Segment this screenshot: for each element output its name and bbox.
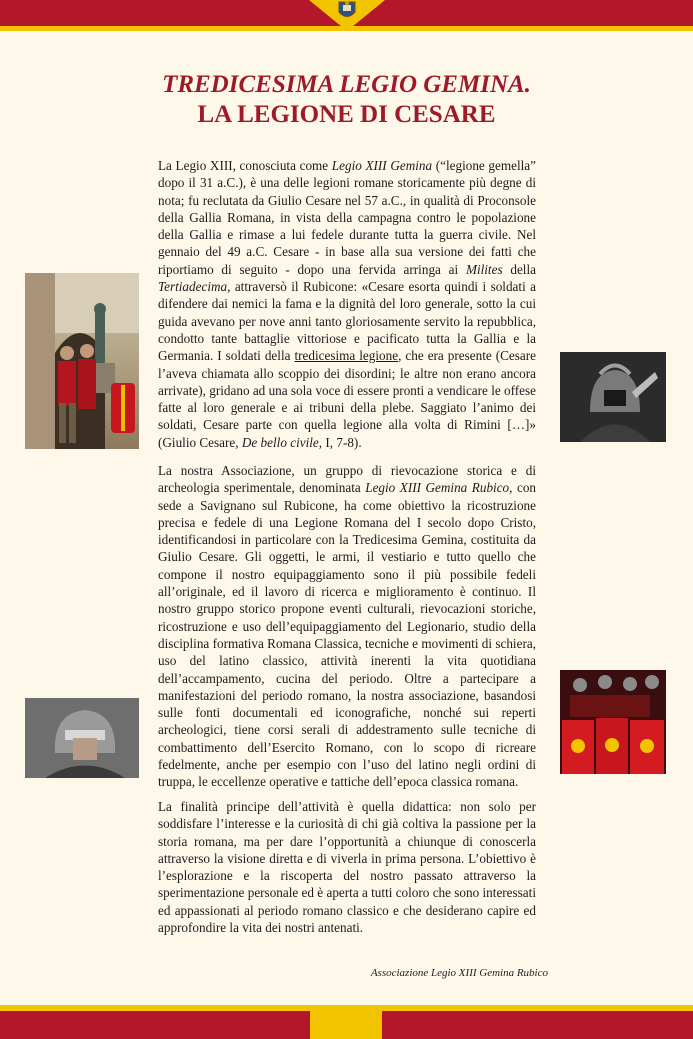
footer-band-gold bbox=[310, 1011, 382, 1039]
text-span: , che era presente (Cesare l’aveva chiamata allo scoppio dei disordini; le altre non erano ancora arrivate), gridano ad una sola voce di essere pronti a vendicare le offese fatte al loro generale e ai tribuni della plebe. Saggiato l’animo dei soldati, Cesare parte con quella legione alla volta di Rimini […]» (Giulio Cesare, bbox=[158, 348, 536, 450]
text-span: La Legio XIII, conosciuta come bbox=[158, 158, 332, 173]
italic-span: Legio XIII Gemina bbox=[331, 158, 433, 173]
footer-band-red-right bbox=[382, 1011, 693, 1039]
text-span: La finalità principe dell’attività è quella didattica: non solo per soddisfare l’interesse e la curiosità di chi già coltiva la passione per la storia romana, ma per dare l’opportunità a chiunque di conoscerla attraverso la visione diretta e di viverla in prima persona. L’obiettivo è l’esplorazione e la riscoperta del nostro passato attraverso la sperimentazione personale ed è aperta a tutti coloro che sono interessati ed appassionati al periodo romano classico e che desiderano capire ed approfondire la vita dei nostri antenati. bbox=[158, 799, 536, 936]
text-span: , con sede a Savignano sul Rubicone, ha come obiettivo la ricostruzione precisa e fedele di una Legione Romana del I secolo dopo Cristo, identificandosi in particolare con la Tredicesima Gemina, costituita da Giulio Cesare. Gli oggetti, le armi, il vestiario e tutto quello che compone il nostro equipaggiamento sono il più possibile fedeli all’originale, ed il lavoro di ricerca e miglioramento è continuo. Il nostro gruppo storico propone eventi culturali, rievocazioni storiche, ricostruzione e uso dell’equipaggiamento del Legionario, studio della disciplina formativa Romana Classica, tecniche e movimenti di schiera, uso del latino classico, attività inerenti la vita quotidiana dell’accampamento, cucina del periodo. Oltre a partecipare a manifestazioni del periodo romano, la nostra associazione, basandosi sulle fonti documentali ed iconografiche, nonché sui reperti archeologici, tiene corsi serali di addestramento sulle tecniche di combattimento dell’Esercito Romano, con lo scopo di ricreare fedelmente, anche per esempio con l’uso del latino negli ordini di truppa, le eccellenze operative e tattiche dell’epoca classica romana. bbox=[158, 480, 537, 790]
title-line-1: TREDICESIMA LEGIO GEMINA. bbox=[162, 71, 531, 98]
text-span: (“legione gemella” dopo il 31 a.C.), è una delle legioni romane storicamente più degne di nota; fu reclutata da Giulio Cesare nel 57 a.C., in qualità di Proconsole della Gallia Romana, in vista della campagna contro le popolazione della Gallia e rimase a lui fedele durante tutta la guerra civile. Nel gennaio del 49 a.C. Cesare - in base alla sua versione dei fatti che riportiamo di seguito - dopo una fervida arringa ai bbox=[158, 158, 536, 277]
title-line-2: LA LEGIONE DI CESARE bbox=[197, 101, 496, 128]
page-title bbox=[60, 70, 633, 130]
italic-span: Milites bbox=[465, 261, 503, 277]
photo-legion-shields bbox=[560, 670, 666, 774]
paragraph-history bbox=[158, 157, 536, 451]
text-span: della bbox=[502, 261, 536, 277]
photo-legionaries-statue bbox=[25, 273, 139, 449]
photo-soldier-portrait bbox=[25, 698, 139, 778]
photo-helmeted-soldier-dark bbox=[560, 352, 666, 442]
italic-span: Tertiadecima bbox=[158, 279, 228, 295]
underlined-span: tredicesima legione bbox=[294, 348, 399, 364]
text-span: La nostra Associazione, un gruppo di rievocazione storica e di archeologia sperimentale, denominata bbox=[158, 463, 536, 496]
paragraph-association bbox=[158, 462, 536, 791]
italic-span: Legio XIII Gemina Rubico bbox=[365, 480, 510, 496]
text-span: , I, 7-8). bbox=[318, 434, 362, 450]
footer-band-red-left bbox=[0, 1011, 310, 1039]
italic-span: De bello civile bbox=[241, 434, 319, 450]
municipal-crest-icon bbox=[334, 0, 360, 22]
signature: Associazione Legio XIII Gemina Rubico bbox=[370, 967, 548, 979]
paragraph-purpose bbox=[158, 798, 536, 936]
text-span: , attraversò il Rubicone: «Cesare esorta quindi i soldati a difendere dai nemici la fama e la dignità del loro generale, sotto la cui guida avevano per nove anni tanto gloriosamente servito la repubblica, condotto tante battaglie vittoriose e pacificato tutta la Gallia e la Germania. I soldati della bbox=[158, 279, 536, 364]
